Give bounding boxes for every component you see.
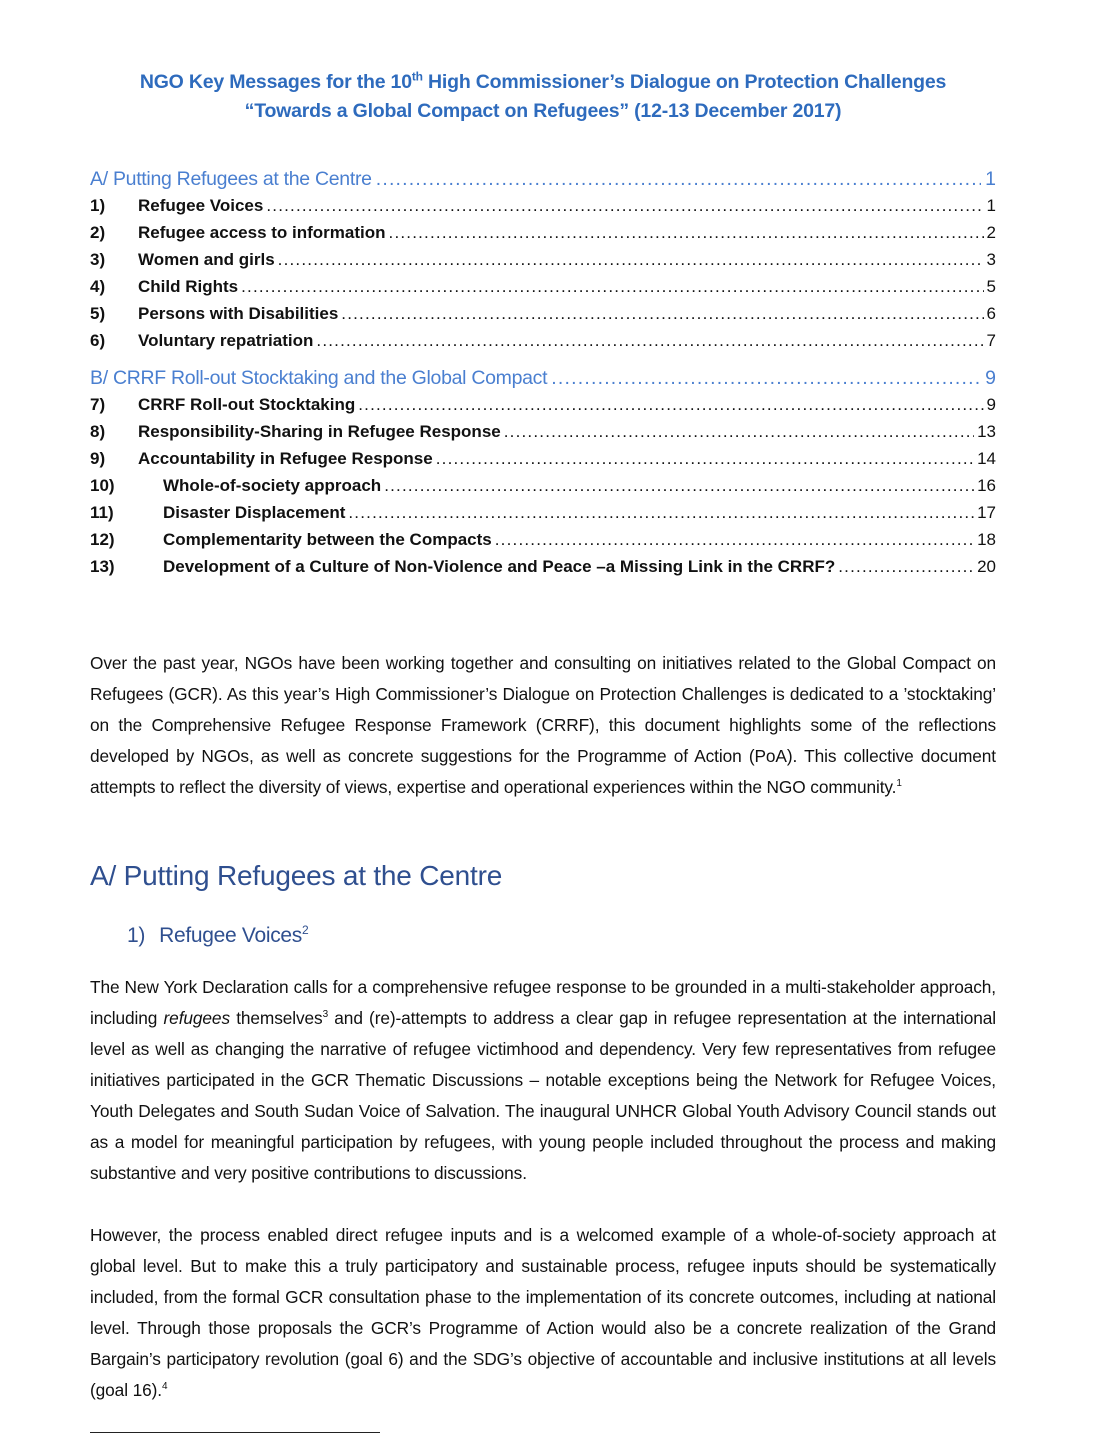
toc-item-number: 12) bbox=[90, 530, 115, 549]
toc-item-page: 9 bbox=[986, 395, 996, 414]
section-heading-a: A/ Putting Refugees at the Centre bbox=[90, 860, 503, 891]
toc-item-label: Women and girls bbox=[138, 250, 275, 269]
toc-item-page: 16 bbox=[977, 476, 996, 495]
toc-item[interactable] bbox=[90, 503, 996, 530]
toc-item[interactable] bbox=[90, 530, 996, 557]
toc-leader bbox=[341, 304, 983, 324]
toc-item-number: 3) bbox=[90, 250, 106, 269]
toc-section-a[interactable]: A/ Putting Refugees at the Centre ..... 1 bbox=[90, 168, 996, 196]
toc-item-page: 17 bbox=[977, 503, 996, 522]
toc-item[interactable] bbox=[90, 422, 996, 449]
toc-item-number: 2) bbox=[90, 223, 106, 242]
toc-item-number: 5) bbox=[90, 304, 106, 323]
footnote-ref[interactable]: 4 bbox=[162, 1381, 168, 1393]
toc-item-label: CRRF Roll-out Stocktaking bbox=[138, 395, 356, 414]
footnote-ref[interactable]: 1 bbox=[896, 778, 902, 790]
footnote-ref[interactable]: 3 bbox=[322, 1009, 329, 1021]
toc-leader bbox=[495, 530, 974, 550]
toc-leader bbox=[316, 331, 983, 351]
toc-item-number: 10) bbox=[90, 476, 115, 495]
footnote-separator bbox=[90, 1432, 380, 1433]
toc-leader bbox=[241, 277, 983, 297]
toc-item-number: 13) bbox=[90, 557, 115, 576]
toc-leader bbox=[436, 449, 974, 469]
footnote-ref[interactable]: 2 bbox=[301, 923, 309, 937]
toc-list-b bbox=[90, 395, 996, 584]
body-paragraph-2: However, the process enabled direct refugee inputs and is a welcomed example of a whole-of-society approach at global level. But to make this a truly participatory and sustainable process, refugee inputs should be systematically included, from the formal GCR consultation phase to the implementation of its concrete outcomes, including at national level. Through those proposals the GCR’s Programme of Action would also be a concrete realization of the Grand Bargain’s participatory revolution (goal 6) and the SDG’s objective of accountable and inclusive institutions at all levels (goal 16).$^4$ bbox=[90, 1225, 996, 1400]
toc-item-number: 1) bbox=[90, 196, 106, 215]
toc-item-number: 7) bbox=[90, 395, 106, 414]
subsection-heading-refugee-voices: 1) Refugee Voices$^2$ bbox=[127, 923, 309, 947]
toc-item-page: 18 bbox=[977, 530, 996, 549]
toc-section-b[interactable]: B/ CRRF Roll-out Stocktaking and the Global Compact ..... 9 bbox=[90, 367, 996, 395]
toc-leader bbox=[348, 503, 974, 523]
toc-item-page: 5 bbox=[986, 277, 996, 296]
toc-item[interactable] bbox=[90, 449, 996, 476]
toc-item-page: 20 bbox=[977, 557, 996, 576]
toc-item-page: 14 bbox=[977, 449, 996, 468]
toc-leader bbox=[504, 422, 974, 442]
toc-item[interactable] bbox=[90, 196, 996, 223]
toc-item-page: 13 bbox=[977, 422, 996, 441]
toc-item-number: 9) bbox=[90, 449, 106, 468]
toc-item-label: Child Rights bbox=[138, 277, 239, 296]
toc-item-label: Disaster Displacement bbox=[163, 503, 346, 522]
toc-item-page: 3 bbox=[986, 250, 996, 269]
table-of-contents bbox=[90, 168, 996, 584]
toc-item[interactable] bbox=[90, 250, 996, 277]
toc-item-number: 6) bbox=[90, 331, 106, 350]
toc-item-label: Accountability in Refugee Response bbox=[138, 449, 433, 468]
toc-item[interactable] bbox=[90, 476, 996, 503]
title-line-2: “Towards a Global Compact on Refugees” (12-13 December 2017) bbox=[244, 100, 842, 122]
toc-leader bbox=[376, 168, 981, 191]
toc-leader bbox=[266, 196, 983, 216]
toc-item-page: 2 bbox=[986, 223, 996, 242]
toc-item[interactable] bbox=[90, 331, 996, 358]
toc-leader bbox=[278, 250, 984, 270]
intro-paragraph: Over the past year, NGOs have been working together and consulting on initiatives related to the Global Compact on Refugees (GCR). As this year’s High Commissioner’s Dialogue on Protection Challenges is dedicated to a ’stocktaking’ on the Comprehensive Refugee Response Framework (CRRF), this document highlights some of the reflections developed by NGOs, as well as concrete suggestions for the Programme of Action (PoA). This collective document attempts to reflect the diversity of views, expertise and operational experiences within the NGO community.$^1$ bbox=[90, 653, 996, 797]
toc-leader bbox=[551, 367, 981, 390]
toc-leader bbox=[358, 395, 983, 415]
toc-item-label: Persons with Disabilities bbox=[138, 304, 339, 323]
toc-item-label: Complementarity between the Compacts bbox=[163, 530, 492, 549]
toc-item-label: Responsibility-Sharing in Refugee Response bbox=[138, 422, 501, 441]
document-title bbox=[90, 68, 996, 126]
toc-item-number: 4) bbox=[90, 277, 106, 296]
toc-item-label: Development of a Culture of Non-Violence and Peace –a Missing Link in the CRRF? bbox=[163, 557, 836, 576]
toc-item[interactable] bbox=[90, 223, 996, 250]
toc-item-label: Whole-of-society approach bbox=[163, 476, 382, 495]
toc-leader bbox=[384, 476, 974, 496]
toc-list-a bbox=[90, 196, 996, 358]
toc-item-label: Voluntary repatriation bbox=[138, 331, 314, 350]
toc-item-label: Refugee access to information bbox=[138, 223, 386, 242]
toc-item[interactable] bbox=[90, 557, 996, 584]
toc-item[interactable] bbox=[90, 395, 996, 422]
toc-leader bbox=[838, 557, 974, 577]
toc-leader bbox=[389, 223, 984, 243]
toc-item-label: Refugee Voices bbox=[138, 196, 264, 215]
toc-item-number: 8) bbox=[90, 422, 106, 441]
toc-item[interactable] bbox=[90, 304, 996, 331]
toc-item-page: 1 bbox=[986, 196, 996, 215]
toc-item-page: 7 bbox=[986, 331, 996, 350]
toc-item-number: 11) bbox=[90, 503, 114, 522]
toc-item[interactable] bbox=[90, 277, 996, 304]
body-paragraph-1: The New York Declaration calls for a comprehensive refugee response to be grounded in a multi-stakeholder approach, including refugees themselves$^3$ and (re)-attempts to address a clear gap in refugee representation at the international level as well as changing the narrative of refugee victimhood and dependency. Very few representatives from refugee initiatives participated in the GCR Thematic Discussions – notable exceptions being the Network for Refugee Voices, Youth Delegates and South Sudan Voice of Salvation. The inaugural UNHCR Global Youth Advisory Council stands out as a model for meaningful participation by refugees, with young people included throughout the process and making substantive and very positive contributions to discussions. bbox=[90, 977, 997, 1183]
toc-item-page: 6 bbox=[986, 304, 996, 323]
title-line-1: NGO Key Messages for the 10th High Commissioner’s Dialogue on Protection Challenges bbox=[139, 69, 947, 93]
